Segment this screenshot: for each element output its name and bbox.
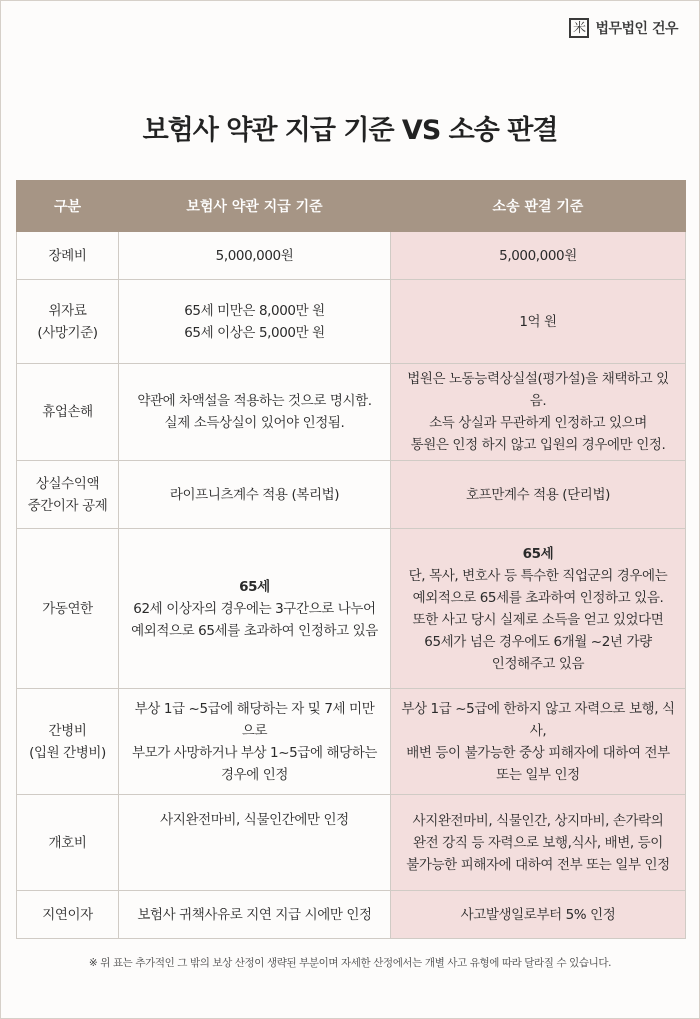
court-text: 부상 1급 ~5급에 한하지 않고 자력으로 보행, 식사, 배변 등이 불가능한 중상 피해자에 대하여 전부 또는 일부 인정	[401, 700, 675, 783]
page-title: 보험사 약관 지급 기준 VS 소송 판결	[142, 115, 558, 146]
court-cell	[391, 232, 686, 280]
row-category	[17, 280, 119, 364]
court-cell	[391, 891, 686, 939]
category-text: 지연이자	[42, 906, 93, 923]
category-text: 개호비	[48, 834, 87, 851]
court-text: 단, 목사, 변호사 등 특수한 직업군의 경우에는 예외적으로 65세를 초과하여 인정하고 있음. 또한 사고 당시 실제로 소득을 얻고 있었다면 65세가 넘은 경우에도 6개월 ~2년 가량 인정해주고 있음	[408, 567, 668, 672]
table-row	[17, 232, 686, 280]
row-category	[17, 689, 119, 795]
court-cell	[391, 364, 686, 461]
row-category	[17, 891, 119, 939]
row-category	[17, 795, 119, 891]
insurer-text: 사지완전마비, 식물인간에만 인정	[160, 812, 349, 828]
table-row	[17, 795, 686, 891]
logo-mark-icon: 米	[569, 18, 589, 38]
insurer-text: 62세 이상자의 경우에는 3구간으로 나누어 예외적으로 65세를 초과하여 인정하고 있음	[131, 600, 378, 639]
header-category: 구분	[17, 181, 119, 232]
court-bold-text: 65세	[522, 545, 554, 562]
insurer-cell	[119, 461, 391, 529]
comparison-table	[16, 180, 686, 939]
court-cell	[391, 689, 686, 795]
row-category	[17, 529, 119, 689]
insurer-bold-text: 65세	[239, 578, 270, 595]
category-text: 장례비	[48, 247, 87, 264]
court-text: 호프만계수 적용 (단리법)	[466, 486, 610, 503]
insurer-text: 부상 1급 ~5급에 해당하는 자 및 7세 미만으로 부모가 사망하거나 부상 1~5급에 해당하는 경우에 인정	[131, 700, 378, 783]
insurer-cell	[119, 364, 391, 461]
insurer-text: 라이프니츠계수 적용 (복리법)	[169, 486, 340, 503]
row-category	[17, 461, 119, 529]
table-row	[17, 280, 686, 364]
court-cell	[391, 529, 686, 689]
court-text: 5,000,000원	[499, 247, 577, 264]
footnote: ※ 위 표는 추가적인 그 밖의 보상 산정이 생략된 부분이며 자세한 산정에서는 개별 사고 유형에 따라 달라질 수 있습니다.	[88, 957, 612, 969]
court-cell	[391, 280, 686, 364]
table-row	[17, 461, 686, 529]
insurer-cell	[119, 891, 391, 939]
table-row	[17, 529, 686, 689]
table-row	[17, 689, 686, 795]
court-cell	[391, 461, 686, 529]
category-text: 상실수익액 중간이자 공제	[27, 475, 108, 514]
court-text: 사고발생일로부터 5% 인정	[460, 906, 616, 923]
insurer-text: 보험사 귀책사유로 지연 지급 시에만 인정	[137, 906, 372, 923]
insurer-cell	[119, 280, 391, 364]
category-text: 가동연한	[42, 600, 93, 617]
court-text: 1억 원	[519, 313, 557, 330]
category-text: 휴업손해	[42, 404, 93, 420]
row-category	[17, 232, 119, 280]
court-text: 사지완전마비, 식물인간, 상지마비, 손가락의 완전 강직 등 자력으로 보행,식사, 배변, 등이 불가능한 피해자에 대하여 전부 또는 일부 인정	[406, 812, 670, 873]
table-header-row	[17, 181, 686, 232]
category-text: 간병비 (입원 간병비)	[29, 722, 106, 761]
row-category	[17, 364, 119, 461]
category-text: 위자료 (사망기준)	[37, 302, 98, 341]
insurer-cell	[119, 232, 391, 280]
insurer-cell	[119, 529, 391, 689]
header-insurer: 보험사 약관 지급 기준	[119, 181, 391, 232]
insurer-text: 5,000,000원	[215, 247, 294, 264]
court-cell	[391, 795, 686, 891]
court-text: 법원은 노동능력상실설(평가설)을 채택하고 있음. 소득 상실과 무관하게 인정하고 있으며 통원은 인정 하지 않고 입원의 경우에만 인정.	[407, 371, 669, 453]
insurer-text: 약관에 차액설을 적용하는 것으로 명시함. 실제 소득상실이 있어야 인정됨.	[137, 393, 372, 431]
firm-logo	[569, 18, 678, 38]
logo-text: 법무법인 건우	[595, 21, 678, 37]
insurer-text: 65세 미만은 8,000만 원 65세 이상은 5,000만 원	[184, 302, 325, 341]
table-row	[17, 364, 686, 461]
table-row	[17, 891, 686, 939]
insurer-cell	[119, 795, 391, 891]
insurer-cell	[119, 689, 391, 795]
header-court: 소송 판결 기준	[391, 181, 686, 232]
